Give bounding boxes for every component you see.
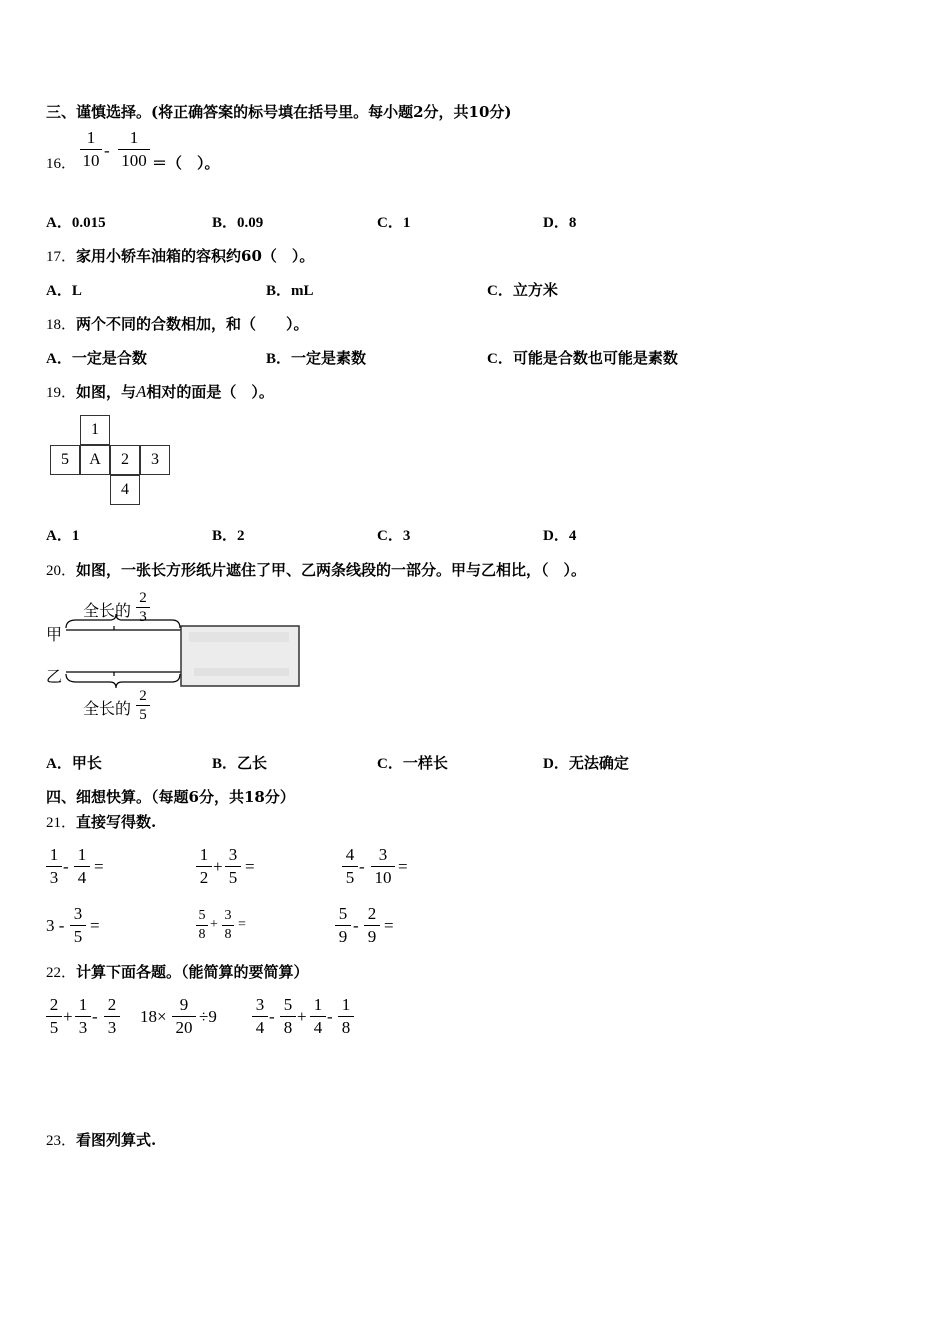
denominator: 5 — [345, 868, 355, 887]
net-face-a: A — [80, 445, 110, 475]
question-number: 19． — [46, 385, 77, 401]
whole-number-minus: 3 - — [46, 916, 65, 935]
equals-sign: = — [398, 857, 408, 876]
denominator: 9 — [338, 927, 348, 946]
option-b[interactable] — [212, 752, 267, 773]
fraction — [196, 908, 208, 943]
multiplier: 18× — [140, 1007, 167, 1026]
operator: - — [269, 1007, 275, 1026]
numerator: 9 — [179, 995, 189, 1014]
option-c[interactable] — [487, 279, 558, 300]
section-4-title: 四、细想快算。（每题6分，共18分） — [46, 788, 295, 806]
numerator: 3 — [73, 904, 83, 923]
option-text: 无法确定 — [568, 754, 629, 772]
fraction-1-100 — [118, 128, 150, 171]
question-number: 20． — [46, 563, 77, 579]
option-text: mL — [291, 283, 314, 299]
operator: + — [213, 857, 223, 876]
option-b[interactable] — [212, 524, 245, 545]
numerator: 1 — [129, 128, 139, 147]
fraction — [196, 845, 212, 888]
denominator: 20 — [175, 1018, 193, 1037]
equals-sign: = — [384, 916, 394, 935]
divisor: ÷9 — [199, 1007, 217, 1026]
net-face-1: 1 — [80, 415, 110, 445]
label-jia: 甲 — [46, 625, 63, 644]
option-d[interactable] — [543, 524, 576, 545]
fraction — [225, 845, 241, 888]
fraction — [342, 845, 358, 888]
bottom-label: 全长的 — [83, 699, 132, 718]
option-text: 一定是合数 — [71, 349, 147, 367]
question-17 — [46, 245, 314, 266]
option-c[interactable] — [377, 752, 448, 773]
numerator: 1 — [199, 845, 209, 864]
fraction — [371, 845, 395, 888]
option-letter: C． — [377, 756, 403, 772]
denominator: 8 — [224, 927, 232, 942]
option-letter: D． — [543, 528, 569, 544]
numerator: 4 — [345, 845, 355, 864]
fraction — [104, 995, 120, 1038]
option-letter: C． — [377, 215, 403, 231]
top-label: 全长的 — [83, 601, 132, 620]
fraction — [310, 995, 326, 1038]
net-face-4: 4 — [110, 475, 140, 505]
bottom-brace — [66, 674, 180, 688]
fraction — [46, 845, 62, 888]
fraction — [364, 904, 380, 947]
numerator: 2 — [139, 688, 147, 704]
question-number: 23． — [46, 1133, 77, 1149]
equals-sign: = — [94, 857, 104, 876]
option-c[interactable] — [377, 211, 410, 232]
denominator: 8 — [341, 1018, 351, 1037]
variable-a: A — [136, 382, 147, 401]
question-text-b: 相对的面是（ ）。 — [146, 383, 274, 401]
option-letter: B． — [212, 528, 238, 544]
option-c[interactable] — [377, 524, 410, 545]
option-text: 1 — [71, 528, 80, 544]
option-a[interactable] — [46, 752, 102, 773]
operator: - — [92, 1007, 98, 1026]
numerator: 1 — [313, 995, 323, 1014]
option-text: 1 — [402, 215, 411, 231]
net-face-2: 2 — [110, 445, 140, 475]
numerator: 3 — [224, 908, 232, 923]
option-text: 可能是合数也可能是素数 — [512, 349, 678, 367]
question-text: 计算下面各题。（能简算的要简算） — [76, 963, 309, 981]
option-letter: A． — [46, 351, 72, 367]
denominator: 3 — [49, 868, 59, 887]
option-letter: B． — [212, 215, 238, 231]
question-23 — [46, 1129, 156, 1150]
option-a[interactable] — [46, 347, 147, 368]
option-text: 0.09 — [237, 215, 264, 231]
question-number: 21． — [46, 815, 77, 831]
numerator: 2 — [107, 995, 117, 1014]
question-20 — [46, 559, 586, 580]
denominator: 3 — [78, 1018, 88, 1037]
question-number: 18． — [46, 317, 77, 333]
option-c[interactable] — [487, 347, 678, 368]
numerator: 5 — [338, 904, 348, 923]
option-text: 4 — [568, 528, 577, 544]
fraction — [46, 995, 62, 1038]
question-22 — [46, 961, 309, 982]
numerator: 3 — [228, 845, 238, 864]
denominator: 8 — [198, 927, 206, 942]
fraction — [338, 995, 354, 1038]
option-b[interactable] — [266, 279, 314, 300]
option-letter: D． — [543, 756, 569, 772]
option-text: 3 — [402, 528, 411, 544]
operator: - — [359, 857, 365, 876]
fraction — [172, 995, 196, 1038]
option-text: L — [71, 283, 82, 299]
question-text: 家用小轿车油箱的容积约60（ ）。 — [76, 247, 315, 265]
minus-sign: - — [104, 141, 110, 160]
option-letter: B． — [266, 283, 292, 299]
denominator: 4 — [77, 868, 87, 887]
question-text: 直接写得数. — [76, 813, 157, 831]
denominator: 5 — [228, 868, 238, 887]
option-b[interactable] — [266, 347, 366, 368]
fraction — [70, 904, 86, 947]
numerator: 1 — [78, 995, 88, 1014]
denominator: 10 — [82, 151, 100, 170]
question-text: 看图列算式. — [76, 1131, 157, 1149]
numerator: 3 — [378, 845, 388, 864]
numerator: 2 — [49, 995, 59, 1014]
operator: - — [353, 916, 359, 935]
option-text: 一定是素数 — [291, 349, 367, 367]
fraction-1-10 — [80, 128, 102, 171]
fraction — [252, 995, 268, 1038]
numerator: 5 — [198, 908, 206, 923]
question-number: 16． — [46, 156, 77, 172]
fraction — [75, 995, 91, 1038]
fraction — [222, 908, 234, 943]
option-letter: C． — [487, 351, 513, 367]
question-text: 如图，一张长方形纸片遮住了甲、乙两条线段的一部分。甲与乙相比，（ ）。 — [76, 561, 587, 579]
option-letter: C． — [487, 283, 513, 299]
question-number: 17． — [46, 249, 77, 265]
paper-texture — [189, 632, 289, 642]
question-text-a: 如图，与 — [76, 383, 137, 401]
option-d[interactable] — [543, 211, 576, 232]
denominator: 8 — [283, 1018, 293, 1037]
option-b[interactable] — [212, 211, 263, 232]
option-letter: A． — [46, 215, 72, 231]
denominator: 4 — [313, 1018, 323, 1037]
denominator: 4 — [255, 1018, 265, 1037]
numerator: 3 — [255, 995, 265, 1014]
denominator: 9 — [367, 927, 377, 946]
denominator: 5 — [139, 707, 147, 723]
operator: - — [63, 857, 69, 876]
numerator: 1 — [77, 845, 87, 864]
option-text: 8 — [568, 215, 577, 231]
option-letter: D． — [543, 215, 569, 231]
fraction-2-3 — [136, 590, 150, 625]
option-letter: A． — [46, 528, 72, 544]
option-text: 0.015 — [71, 215, 106, 231]
option-text: 甲长 — [71, 754, 102, 772]
equals-sign: = — [90, 916, 100, 935]
label-yi: 乙 — [46, 667, 63, 686]
denominator: 10 — [374, 868, 392, 887]
question-number: 22． — [46, 965, 77, 981]
numerator: 1 — [49, 845, 59, 864]
paper-texture — [194, 668, 289, 676]
operator: + — [297, 1007, 307, 1026]
question-tail: ＝（ ）。 — [152, 154, 220, 172]
denominator: 3 — [107, 1018, 117, 1037]
question-19 — [46, 381, 274, 402]
equals-sign: = — [238, 917, 246, 932]
denominator: 5 — [49, 1018, 59, 1037]
denominator: 2 — [199, 868, 209, 887]
option-letter: B． — [212, 756, 238, 772]
numerator: 1 — [86, 128, 96, 147]
numerator: 2 — [139, 590, 147, 606]
numerator: 5 — [283, 995, 293, 1014]
fraction — [74, 845, 90, 888]
option-letter: C． — [377, 528, 403, 544]
question-21 — [46, 811, 156, 832]
fraction — [280, 995, 296, 1038]
operator: + — [210, 917, 218, 932]
option-a[interactable] — [46, 279, 82, 300]
option-text: 乙长 — [237, 754, 268, 772]
option-a[interactable] — [46, 524, 79, 545]
option-letter: A． — [46, 283, 72, 299]
denominator: 100 — [121, 151, 147, 170]
fraction-2-5 — [136, 688, 150, 723]
question-text: 两个不同的合数相加，和（ ）。 — [76, 315, 309, 333]
numerator: 2 — [367, 904, 377, 923]
net-face-3: 3 — [140, 445, 170, 475]
denominator: 3 — [139, 609, 147, 625]
operator: - — [327, 1007, 333, 1026]
operator: + — [63, 1007, 73, 1026]
fraction — [335, 904, 351, 947]
section-3-title: 三、谨慎选择。(将正确答案的标号填在括号里。每小题2分，共10分) — [46, 103, 512, 121]
option-text: 2 — [237, 528, 245, 544]
question-18 — [46, 313, 309, 334]
option-d[interactable] — [543, 752, 629, 773]
option-text: 立方米 — [512, 281, 558, 299]
net-face-5: 5 — [50, 445, 80, 475]
option-letter: B． — [266, 351, 292, 367]
numerator: 1 — [341, 995, 351, 1014]
equals-sign: = — [245, 857, 255, 876]
option-text: 一样长 — [402, 754, 448, 772]
option-letter: A． — [46, 756, 72, 772]
option-a[interactable] — [46, 211, 106, 232]
denominator: 5 — [73, 927, 83, 946]
